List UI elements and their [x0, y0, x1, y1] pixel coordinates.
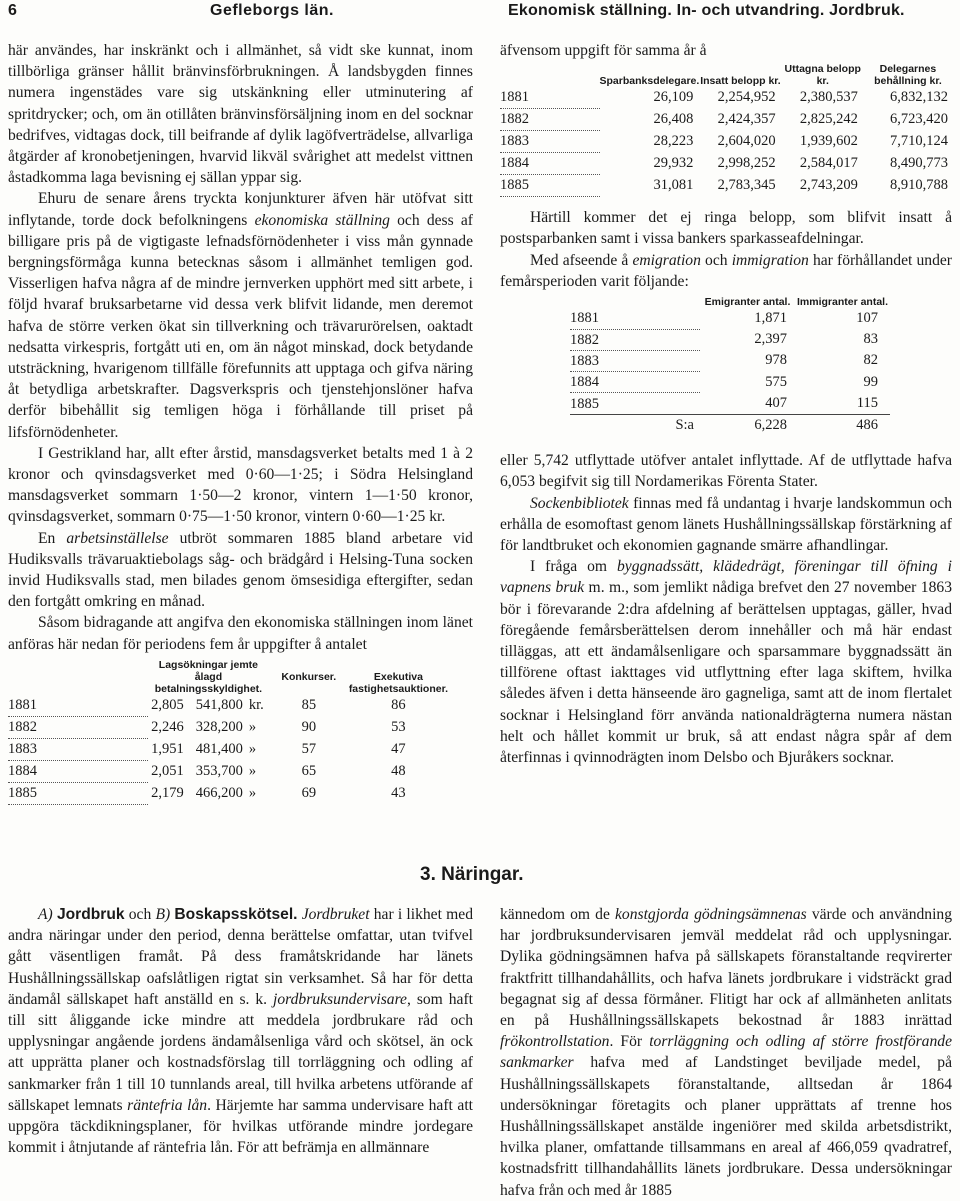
table-row	[8, 760, 448, 782]
insatt-cell: 2,424,357	[717, 111, 776, 128]
count-cell: 2,805	[151, 697, 184, 714]
table-row	[570, 393, 890, 415]
emigranter-cell: 2,397	[754, 331, 787, 348]
year-cell: 1881	[500, 87, 600, 109]
table-row	[500, 131, 952, 153]
emigranter-cell: 575	[765, 373, 787, 390]
col-header-delegare: Sparbanksdelegare.	[599, 75, 700, 88]
table-header-row	[570, 296, 890, 308]
behallning-cell: 8,490,773	[890, 155, 948, 172]
gödning-paragraph: kännedom om de konstgjorda gödningsämnenas värde och användning har jordbruksundervisaren jemväl meddelat råd och upplysningar. Dylika gödningsämnen hafva på sällskapets föranstaltande reqvirerter fraktfritt tillhandahållits, och hafva länets jordbrukare i vidsträckt grad begagnat sig af dessa förmåner. Flitigt har ock af allmänheten anlitats en på Hushållningssällskapets bekostnad år 1883 inrättad frökontrollstation. För torrläggning och odling af större frostförande sankmarker hafva med af Landstinget beviljade medel, på Hushållningssällskapets föranstaltande, alltsedan år 1864 undersökningar företagits och planer upprättats af trenne hos Hushållningssällskapet anstälde ingeniörer med skilda arbetsdistrikt, hvilka planer, omfattande tillsammans en areal af 466,059 qvadratref, kostnadsfritt tillhandahållits länets jordbrukare. Dessa undersökningar hafva från och med år 1885	[500, 906, 953, 1199]
konkurs-cell: 85	[301, 697, 317, 714]
immigranter-cell: 107	[856, 310, 878, 327]
table-row	[570, 329, 890, 350]
table-row	[570, 372, 890, 393]
emigranter-cell: 978	[765, 352, 787, 369]
sparbank-table	[500, 63, 952, 197]
uttagna-cell: 2,825,242	[799, 111, 858, 128]
table-row	[500, 153, 952, 175]
left-column	[8, 40, 473, 805]
bottom-left-column	[8, 904, 473, 1158]
exekutiv-cell: 48	[391, 762, 406, 779]
table-header-row	[500, 63, 952, 87]
delegare-cell: 26,408	[653, 111, 694, 128]
immigranter-cell: 83	[863, 331, 878, 348]
year-cell: 1885	[8, 782, 148, 804]
col-header-behallning: Delegarnes behållning kr.	[874, 63, 942, 88]
right-intro: äfvensom uppgift för samma år å	[500, 42, 707, 59]
col-header-immigranter: Immigranter antal.	[796, 296, 889, 309]
col-header-insatt: Insatt belopp kr.	[700, 75, 781, 88]
uttagna-cell: 2,743,209	[799, 177, 858, 194]
year-cell: 1883	[570, 350, 700, 371]
amount-cell: 466,200	[195, 784, 243, 801]
unit-cell: »	[248, 762, 257, 779]
year-cell: 1881	[8, 695, 148, 717]
konkurs-cell: 69	[301, 784, 317, 801]
unit-cell: kr.	[248, 697, 264, 714]
insatt-cell: 2,783,345	[717, 177, 776, 194]
exekutiv-cell: 43	[391, 784, 406, 801]
right-paragraph-2: Med afseende å emigration och immigration har förhållandet under femårsperioden varit följande:	[500, 251, 952, 290]
page-number: 6	[8, 2, 17, 19]
konkurs-cell: 65	[301, 762, 317, 779]
col-header-konkurser: Konkurser.	[281, 670, 337, 683]
behallning-cell: 6,832,132	[890, 89, 948, 106]
sum-row: S:a 6,228 486	[570, 415, 890, 437]
immigranter-cell: 115	[856, 394, 878, 411]
left-paragraph-1: här användes, har inskränkt och i allmänhet, så vidt ske kunnat, inom tillbörliga gränser hållit bränvinsförbrukningen. Å landsbygden finnes numera ingenstädes vare sig utskänkning eller utminutering af spritdrycker; och, om än otillåten bränvinsförsäljning inom en del socknar bedrifves, vidtagas dock, till beifrande af dylik lagöfverträdelse, allvarliga åtgärder af kronobetjeningen, hvarvid likväl svårighet att medelst vittnen åstadkomma laga bevisning ej sällan yppar sig.	[8, 42, 473, 187]
year-cell: 1883	[8, 738, 148, 760]
year-cell: 1883	[500, 131, 600, 153]
behallning-cell: 6,723,420	[890, 111, 948, 128]
year-cell: 1881	[570, 308, 700, 329]
table-header-row	[8, 659, 448, 695]
year-cell: 1882	[570, 329, 700, 350]
right-column	[500, 40, 952, 768]
year-cell: 1885	[570, 393, 700, 415]
immigranter-cell: 82	[863, 352, 878, 369]
migration-table	[570, 296, 890, 436]
year-cell: 1884	[500, 153, 600, 175]
count-cell: 1,951	[151, 740, 184, 757]
exekutiv-cell: 47	[391, 740, 406, 757]
year-cell: 1882	[500, 109, 600, 131]
unit-cell: »	[248, 784, 257, 801]
amount-cell: 353,700	[195, 762, 243, 779]
left-paragraph-4: En arbetsinställelse utbröt sommaren 1885 bland arbetare vid Hudiksvalls trävaruaktiebolags såg- och brädgård i Helsing-Tuna socken invid Hudiksvalls stad, men bilades genom ömsesidiga eftergifter, sedan den fortgått omkring en månad.	[8, 529, 473, 611]
left-paragraph-5: Såsom bidragande att angifva den ekonomiska ställningen inom länet anföras här nedan för periodens fem år uppgifter å antalet	[8, 614, 473, 653]
right-paragraph-5: I fråga om byggnadssätt, klädedrägt, föreningar till öfning i vapnens bruk m. m., som jemlikt nådiga brefvet den 27 november 1863 bör i förevarande 2:dra afdelning af berättelsen upptagas, gäller, hvad föregående femårsberättelsen derom innehåller och må här endast tilläggas, att ett ändamålsenligare och sparsammare byggnadssätt än tillförene oftast iakttages vid utflyttning efter laga skiftem, hvilka således äfven i detta hänseende äro gagneliga, samt att de inom flertalet socknar i Helsingland förr använda nationaldrägterna numera nästan helt och hållet kommit ur bruk, så att endast några spår af dem återfinnas i qvinnodrägten inom Delsbo och Bjuråkers socknar.	[500, 558, 953, 767]
delegare-cell: 31,081	[653, 177, 694, 194]
count-cell: 2,179	[151, 784, 184, 801]
right-paragraph-4: Sockenbibliotek finnas med få undantag i hvarje landskommun och erhålla de esomoftast genom länets Hushållningssällskap förstärkning af för landtbruket och ekonomien gagnande smärre afhandlingar.	[500, 494, 952, 555]
table-row	[570, 308, 890, 329]
table-row	[8, 695, 448, 717]
exekutiv-cell: 86	[391, 697, 406, 714]
delegare-cell: 26,109	[653, 89, 694, 106]
table-row	[500, 109, 952, 131]
page-header	[0, 2, 960, 24]
delegare-cell: 28,223	[653, 133, 694, 150]
right-running-title: Ekonomisk ställning. In- och utvandring. Jordbruk.	[508, 2, 905, 19]
year-cell: 1885	[500, 175, 600, 197]
emigranter-cell: 407	[765, 394, 787, 411]
col-header-uttagna: Uttagna belopp kr.	[784, 63, 861, 88]
left-paragraph-3: I Gestrikland har, allt efter årstid, mansdagsverket betalts med 1 à 2 kronor och qvinsdagsverket med 0·60—1·25; i Södra Helsingland mansdagsverket sommarn 1·50—2 kronor, vintern 1—1·50 kronor, qvinsdagsverket, sommarn 0·75—1·50 kronor, vintern 0·60—1·25 kr.	[8, 444, 473, 526]
insatt-cell: 2,998,252	[717, 155, 776, 172]
behallning-cell: 8,910,788	[890, 177, 948, 194]
uttagna-cell: 2,380,537	[799, 89, 858, 106]
table-row	[8, 716, 448, 738]
unit-cell: »	[248, 740, 257, 757]
year-cell: 1884	[570, 372, 700, 393]
left-paragraph-2: Ehuru de senare årens tryckta konjunkturer äfven här utöfvat sitt inflytande, torde dock befolkningens ekonomiska ställning och dess af billigare pris på de vigtigaste lefnadsförnödenheter i viss mån gynnade bergningsförmåga kunna betecknas såsom i allmänhet temligen god. Visserligen hafva några af de mindre jernverken upphört med sitt arbete, i följd hvaraf bruksarbetarne vid dessa verk blifvit lidande, men deremot hafva de större verken ökat sin tillverkning och trävarurörelsen, oaktadt nedsatta virkespris, fortgått uti en, om än något minskad, dock betydande utsträckning, hvarigenom tillfälle förefunnits att upptaga och gifva näring åt betydliga arbetskrafter. Dagsverkspris och tjenstehjonslöner hafva derför bibehållit sig temligen höga i förhållande till priset på lifsförnödenheter.	[8, 190, 473, 441]
delegare-cell: 29,932	[653, 155, 694, 172]
insatt-cell: 2,254,952	[717, 89, 776, 106]
exekutiv-cell: 53	[391, 718, 406, 735]
uttagna-cell: 1,939,602	[799, 133, 858, 150]
emigranter-cell: 1,871	[754, 310, 787, 327]
immigranter-cell: 99	[863, 373, 878, 390]
right-paragraph-1: Härtill kommer det ej ringa belopp, som blifvit insatt å postsparbanken samt i vissa bankers sparkasseafdelningar.	[500, 209, 952, 248]
col-header-lagsokningar: Lagsökningar jemte ålagd betalningsskyldighet.	[154, 658, 263, 695]
col-header-exekutiva: Exekutiva fastighetsauktioner.	[348, 670, 449, 695]
section-title: 3. Näringar.	[420, 864, 524, 885]
amount-cell: 541,800	[195, 697, 243, 714]
amount-cell: 328,200	[195, 718, 243, 735]
table-row	[8, 782, 448, 804]
table-row	[500, 175, 952, 197]
jordbruk-paragraph: A) Jordbruk och B) Boskapsskötsel. Jordbruket har i likhet med andra näringar under den period, denna berättelse omfattar, utan tvifvel gått väsentligen framåt. På dess framåtskridande har länets Hushållningssällskap oafslåtligen rigtat sin verksamhet. Så har för detta ändamål sällskapet haft anställd en s. k. jordbruksundervisare, som haft till sitt åliggande icke mindre att meddela jordbrukare råd och upplysningar angående jordens ändamålsenliga vård och skötsel, än ock att upprätta planer och kostnadsförslag till torrläggning och odling af sankmarker från 1 till 10 tunnlands areal, till hvilka arbetens utförande af sällskapet lemnats räntefria lån. Härjemte har samma undervisare haft att uppgöra täckdikningsplaner, för hvilkas utförande mindre jordegare kommit i åtnjutande af räntefria lån. För att befrämja en allmännare	[8, 906, 473, 1157]
behallning-cell: 7,710,124	[890, 133, 948, 150]
table-row	[500, 87, 952, 109]
table-row	[570, 350, 890, 371]
year-cell: 1884	[8, 760, 148, 782]
right-paragraph-3: eller 5,742 utflyttade utöfver antalet inflyttade. Af de utflyttade hafva 6,053 begifvit sig till Nordamerikas Förenta Stater.	[500, 452, 952, 491]
table-row	[8, 738, 448, 760]
insatt-cell: 2,604,020	[717, 133, 776, 150]
unit-cell: »	[248, 718, 257, 735]
konkurs-cell: 57	[301, 740, 317, 757]
year-cell: 1882	[8, 716, 148, 738]
uttagna-cell: 2,584,017	[799, 155, 858, 172]
konkurs-cell: 90	[301, 718, 317, 735]
amount-cell: 481,400	[195, 740, 243, 757]
lagsokningar-table	[8, 659, 448, 805]
col-header-emigranter: Emigranter antal.	[704, 296, 791, 309]
count-cell: 2,051	[151, 762, 184, 779]
left-running-title: Gefleborgs län.	[210, 2, 334, 19]
bottom-right-column	[500, 904, 952, 1201]
count-cell: 2,246	[151, 718, 184, 735]
